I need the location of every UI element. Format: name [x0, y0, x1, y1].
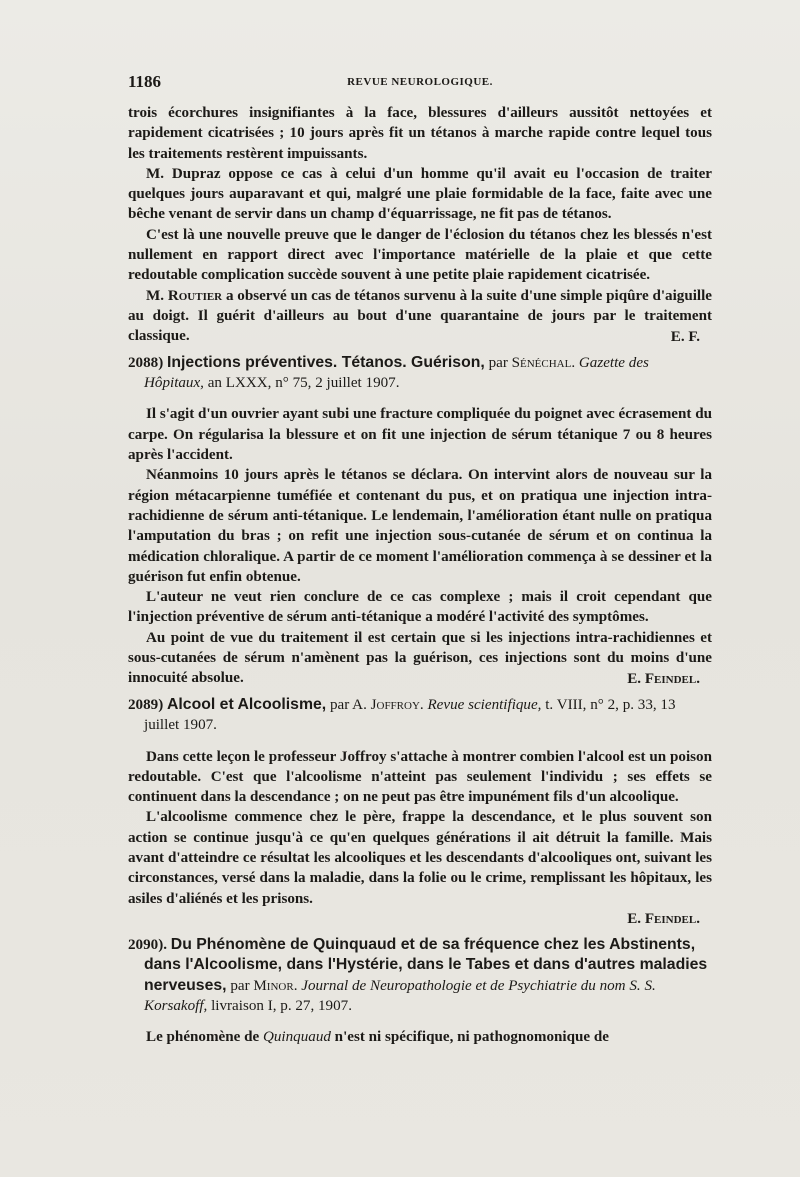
entry-2090-author: Minor. — [253, 977, 298, 994]
prev-p4-name: Routier — [167, 287, 223, 304]
entry-2090-heading — [128, 935, 712, 1016]
entry-2089-journal: Revue scientifique, — [423, 696, 542, 713]
entry-2090-title: Du Phénomène de Quinquaud et de sa fréquence chez les Abstinents, dans l'Alcoolisme, dans l'Hystérie, dans le Tabes et dans d'autres maladies nerveuses, — [144, 936, 708, 994]
entry-2088-paragraph-4: Au point de vue du traitement il est certain que si les injections intra-rachidiennes et sous-cutanées de sérum n'amènent pas la guérison, ces injections sont du moins d'une innocuité absolue. — [128, 629, 712, 687]
entry-2088-paragraph-1: Il s'agit d'un ouvrier ayant subi une fracture compliquée du poignet avec écrasement du carpe. On régularisa la blessure et on fit une injection de sérum tétanique 7 ou 8 heures après l'accident. — [128, 406, 712, 464]
entry-2090-par: par — [226, 977, 254, 994]
entry-2089-signature: E. Feindel. — [627, 910, 700, 927]
entry-2088-paragraph-2: Néanmoins 10 jours après le tétanos se déclara. On intervint alors de nouveau sur la région métacarpienne tuméfiée et contenant du pus, et on pratiqua une injection intra-rachidienne de sérum anti-tétanique. Le lendemain, l'amélioration étant nulle on pratiqua l'amputation du bras ; on refit une injection sous-cutanée de sérum et on continua la médication chloralique. A partir de ce moment l'amélioration commença à se dessiner et la guérison fut enfin obtenue. — [128, 467, 712, 585]
entry-2088-citation: an LXXX, n° 75, 2 juillet 1907. — [203, 375, 400, 392]
entry-2089-heading — [128, 695, 712, 736]
entry-2088-journal-a: Gazette — [575, 354, 626, 371]
entry-2088-title: Injections préventives. Tétanos. Guérison, — [167, 353, 485, 371]
entry-2090-p1-name: Quinquaud — [262, 1029, 331, 1046]
page-number: 1186 — [128, 72, 162, 91]
page-header — [128, 72, 712, 94]
page-content — [128, 103, 712, 1048]
entry-2089-paragraph-2: L'alcoolisme commence chez le père, frappe la descendance, et le plus souvent son action se continue jusqu'à ce qu'en quelques générations il ait détruit la famille. Mais avant d'atteindre ce résultat les alcooliques et les descendants d'alcooliques ont, suivant les circonstances, versé dans la maladie, dans la folie ou le crime, remplissant les hôpitaux, les asiles d'aliénés et les prisons. — [128, 809, 712, 907]
entry-2090-paragraph-1 — [128, 1027, 712, 1047]
prev-paragraph-1: trois écorchures insignifiantes à la face, blessures d'ailleurs aussitôt nettoyées et rapidement cicatrisées ; 10 jours après fit un tétanos à marche rapide contre lequel tous les traitements restèrent impuissants. — [128, 105, 712, 162]
entry-2088-number: 2088) — [128, 354, 164, 371]
entry-2090-citation: livraison I, p. 27, 1907. — [207, 998, 352, 1015]
entry-2088-journal-b: des Hôpitaux, — [144, 354, 649, 392]
entry-2090-journal: Journal de Neuropathologie et de Psychiatrie du nom S. S. Korsakoff, — [144, 977, 656, 1015]
entry-2088-paragraph-3: L'auteur ne veut rien conclure de ce cas complexe ; mais il croit cependant que l'injection préventive de sérum anti-tétanique a modéré l'activité des symptômes. — [128, 589, 712, 626]
entry-2089-par: par A. — [326, 696, 371, 713]
entry-2089-author: Joffroy. — [370, 696, 424, 713]
entry-2089-citation-b: p. 33, 13 juillet 1907. — [144, 696, 676, 734]
entry-2090-p1-b: n'est ni spécifique, ni pathognomonique de — [330, 1029, 609, 1046]
entry-2088-par: par — [484, 354, 512, 371]
entry-2089-number: 2089) — [128, 696, 164, 713]
entry-2088-signature: E. Feindel. — [627, 670, 700, 687]
running-head: REVUE NEUROLOGIQUE. — [347, 76, 493, 88]
entry-2089-title: Alcool et Alcoolisme, — [167, 695, 327, 713]
prev-signature: E. F. — [670, 328, 700, 345]
entry-2089-citation-a: t. VIII, n° 2, — [541, 696, 619, 713]
prev-p4-rest: a observé un cas de tétanos survenu à la suite d'une simple piqûre d'aiguille au doigt. Il guérit d'ailleurs au bout d'une quarantaine de jours par le traitement classique. — [128, 287, 712, 345]
entry-2088-heading — [128, 353, 712, 394]
prev-paragraph-3: C'est là une nouvelle preuve que le danger de l'éclosion du tétanos chez les blessés n'est nullement en rapport direct avec l'importance matérielle de la plaie et que cette redoutable complication succède souvent à une petite plaie rapidement cicatrisée. — [128, 226, 712, 284]
prev-p4-prefix: M. — [146, 287, 168, 304]
prev-paragraph-2: M. Dupraz oppose ce cas à celui d'un homme qu'il avait eu l'occasion de traiter quelques jours auparavant et qui, malgré une plaie formidable de la face, faite avec une bêche venant de servir dans un champ d'équarrissage, ne fit pas de tétanos. — [128, 165, 712, 223]
entry-2088-author: Sénéchal. — [511, 354, 576, 371]
entry-2090-number: 2090). — [128, 937, 167, 954]
entry-2089-paragraph-1: Dans cette leçon le professeur Joffroy s'attache à montrer combien l'alcool est un poison redoutable. C'est que l'alcoolisme n'atteint pas seulement l'individu ; ses effets se continuent dans la descendance ; on ne peut pas être impunément fils d'un alcoolique. — [128, 748, 712, 806]
entry-2090-p1-a: Le phénomène de — [146, 1029, 263, 1046]
